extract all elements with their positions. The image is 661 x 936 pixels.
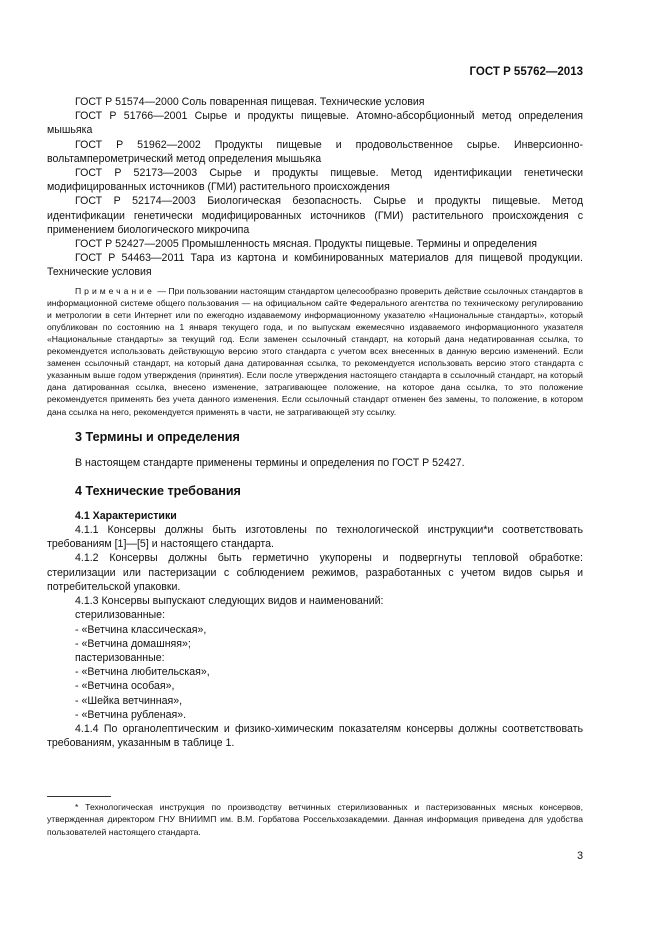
note-text: — При пользовании настоящим стандартом целесообразно проверить действие ссылочных стандартов в информационной системе общего пользования — на официальном сайте Федерального агентства по техническому регулированию и метрологии в сети Интернет или по ежегодно издаваемому информационному указателю «Национальные стандарты», который опубликован по состоянию на 1 января текущего года, и по выпускам ежемесячно издаваемого информационного указателя «Национальные стандарты» за текущий год. Если заменен ссылочный стандарт, на который дана недатированная ссылка, то рекомендуется использовать действующую версию этого стандарта с учетом всех внесенных в данную версию изменений. Если заменен ссылочный стандарт, на который дана датированная ссылка, то рекомендуется использовать версию этого стандарта с указанным выше годом утверждения (принятия). Если после утверждения настоящего стандарта в ссылочный стандарт, на который дана датированная ссылка, внесено изменение, затрагивающее положение, на которое дана ссылка, то это положение рекомендуется применять без учета данного изменения. Если ссылочный стандарт отменен без замены, то положение, в котором дана ссылка на него, рекомендуется применять в части, не затрагивающей эту ссылку. (47, 285, 583, 417)
references-note (47, 285, 583, 418)
section-3-text: В настоящем стандарте применены термины и определения по ГОСТ Р 52427. (75, 456, 465, 469)
list-item: - «Ветчина рубленая». (75, 708, 187, 721)
subsection-4-1-heading: 4.1 Характеристики (75, 509, 177, 522)
page-body (47, 95, 583, 750)
page-number: 3 (577, 850, 583, 862)
pasteurized-label: пастеризованные: (75, 651, 165, 664)
list-item: - «Ветчина домашняя»; (75, 637, 191, 650)
reference-item: ГОСТ Р 52174—2003 Биологическая безопасность. Сырье и продукты пищевые. Метод идентификации генетически модифицированных источников (ГМИ) растительного происхождения с применением биологического микрочипа (47, 195, 583, 236)
clause-4-1-3: 4.1.3 Консервы выпускают следующих видов и наименований: (75, 595, 384, 608)
list-item: - «Ветчина классическая», (75, 623, 207, 636)
note-label: Примечание (75, 285, 155, 296)
footnote (47, 801, 583, 838)
footnote-text: * Технологическая инструкция по производству ветчинных стерилизованных и пастеризованных мясных консервов, утвержденная директором ГНУ ВНИИМП им. В.М. Горбатова Россельхозакадемии. Данная информация приведена для удобства пользователей настоящего стандарта. (47, 802, 583, 837)
footnote-divider (47, 796, 111, 797)
reference-item: ГОСТ Р 52427—2005 Промышленность мясная. Продукты пищевые. Термины и определения (75, 238, 537, 251)
reference-item: ГОСТ Р 52173—2003 Сырье и продукты пищевые. Метод идентификации генетически модифицированных источников (ГМИ) растительного происхождения (47, 167, 583, 194)
list-item: - «Ветчина любительская», (75, 666, 210, 679)
reference-item: ГОСТ Р 51574—2000 Соль поваренная пищевая. Технические условия (75, 96, 425, 108)
clause-4-1-4: 4.1.4 По органолептическим и физико-химическим показателям консервы должны соответствовать требованиям, указанным в таблице 1. (47, 722, 583, 750)
section-3-heading: 3 Термины и определения (75, 429, 240, 444)
sterilized-label: стерилизованные: (75, 609, 166, 622)
list-item: - «Ветчина особая», (75, 680, 175, 693)
clause-4-1-1: 4.1.1 Консервы должны быть изготовлены по технологической инструкции*и соответствовать требованиям [1]—[5] и настоящего стандарта. (47, 524, 583, 551)
reference-item: ГОСТ Р 54463—2011 Тара из картона и комбинированных материалов для пищевой продукции. Технические условия (47, 252, 583, 279)
document-id-header: ГОСТ Р 55762—2013 (469, 66, 583, 78)
reference-item: ГОСТ Р 51962—2002 Продукты пищевые и продовольственное сырье. Инверсионно-вольтамперометрический метод определения мышьяка (47, 138, 583, 165)
reference-item: ГОСТ Р 51766—2001 Сырье и продукты пищевые. Атомно-абсорбционный метод определения мышьяка (47, 110, 583, 137)
clause-4-1-2: 4.1.2 Консервы должны быть герметично укупорены и подвергнуты тепловой обработке: стерилизации или пастеризации с соблюдением режимов, разработанных с учетом видов сырья и потребительской упаковки. (47, 552, 583, 593)
list-item: - «Шейка ветчинная», (75, 694, 183, 707)
section-4-heading: 4 Технические требования (75, 483, 241, 498)
